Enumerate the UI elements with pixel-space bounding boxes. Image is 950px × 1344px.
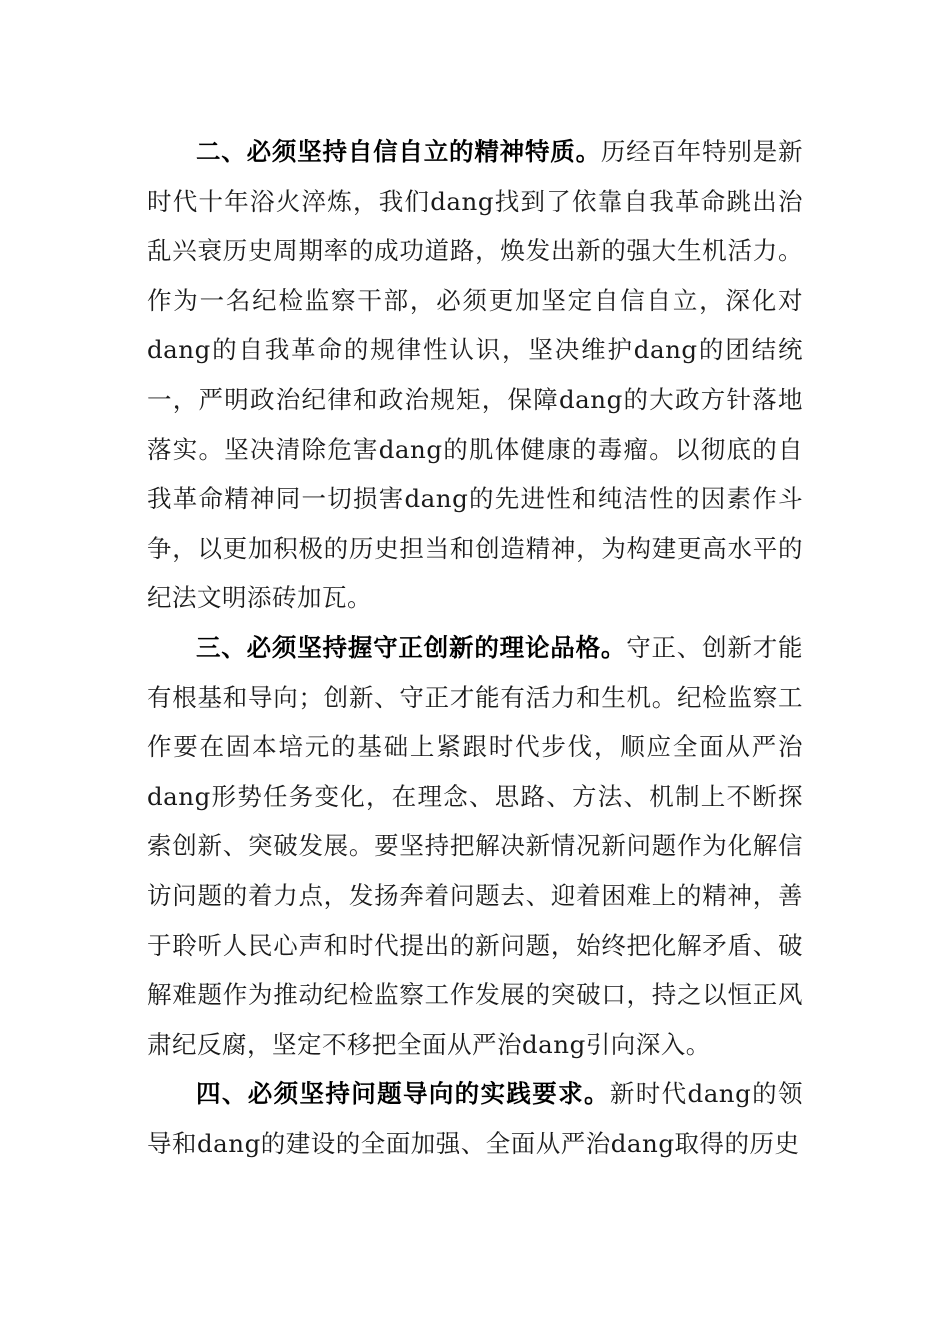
paragraph-text: 历经百年特别是新时代十年浴火淬炼，我们dang找到了依靠自我革命跳出治乱兴衰历史周期率的成功道路，焕发出新的强大生机活力。作为一名纪检监察干部，必须更加坚定自信自立，深化对dang的自我革命的规律性认识，坚决维护dang的团结统一，严明政治纪律和政治规矩，保障dang的大政方针落地落实。坚决清除危害dang的肌体健康的毒瘤。以彻底的自我革命精神同一切损害dang的先进性和纯洁性的因素作斗争，以更加积极的历史担当和创造精神，为构建更高水平的纪法文明添砖加瓦。 xyxy=(147,137,804,613)
paragraph-4 xyxy=(147,1069,803,1168)
paragraph-text: 新时代dang的领导和dang的建设的全面加强、全面从严治dang取得的历史 xyxy=(147,1079,803,1158)
paragraph-heading: 二、必须坚持自信自立的精神特质。 xyxy=(196,137,601,166)
document-body xyxy=(147,127,803,1168)
paragraph-2 xyxy=(147,127,803,623)
paragraph-heading: 三、必须坚持握守正创新的理论品格。 xyxy=(196,632,627,662)
paragraph-3 xyxy=(147,623,803,1069)
paragraph-heading: 四、必须坚持问题导向的实践要求。 xyxy=(196,1079,610,1109)
paragraph-text: 守正、创新才能有根基和导向；创新、守正才能有活力和生机。纪检监察工作要在固本培元的基础上紧跟时代步伐，顺应全面从严治dang形势任务变化，在理念、思路、方法、机制上不断探索创新、突破发展。要坚持把解决新情况新问题作为化解信访问题的着力点，发扬奔着问题去、迎着困难上的精神，善于聆听人民心声和时代提出的新问题，始终把化解矛盾、破解难题作为推动纪检监察工作发展的突破口，持之以恒正风肃纪反腐，坚定不移把全面从严治dang引向深入。 xyxy=(147,632,804,1059)
